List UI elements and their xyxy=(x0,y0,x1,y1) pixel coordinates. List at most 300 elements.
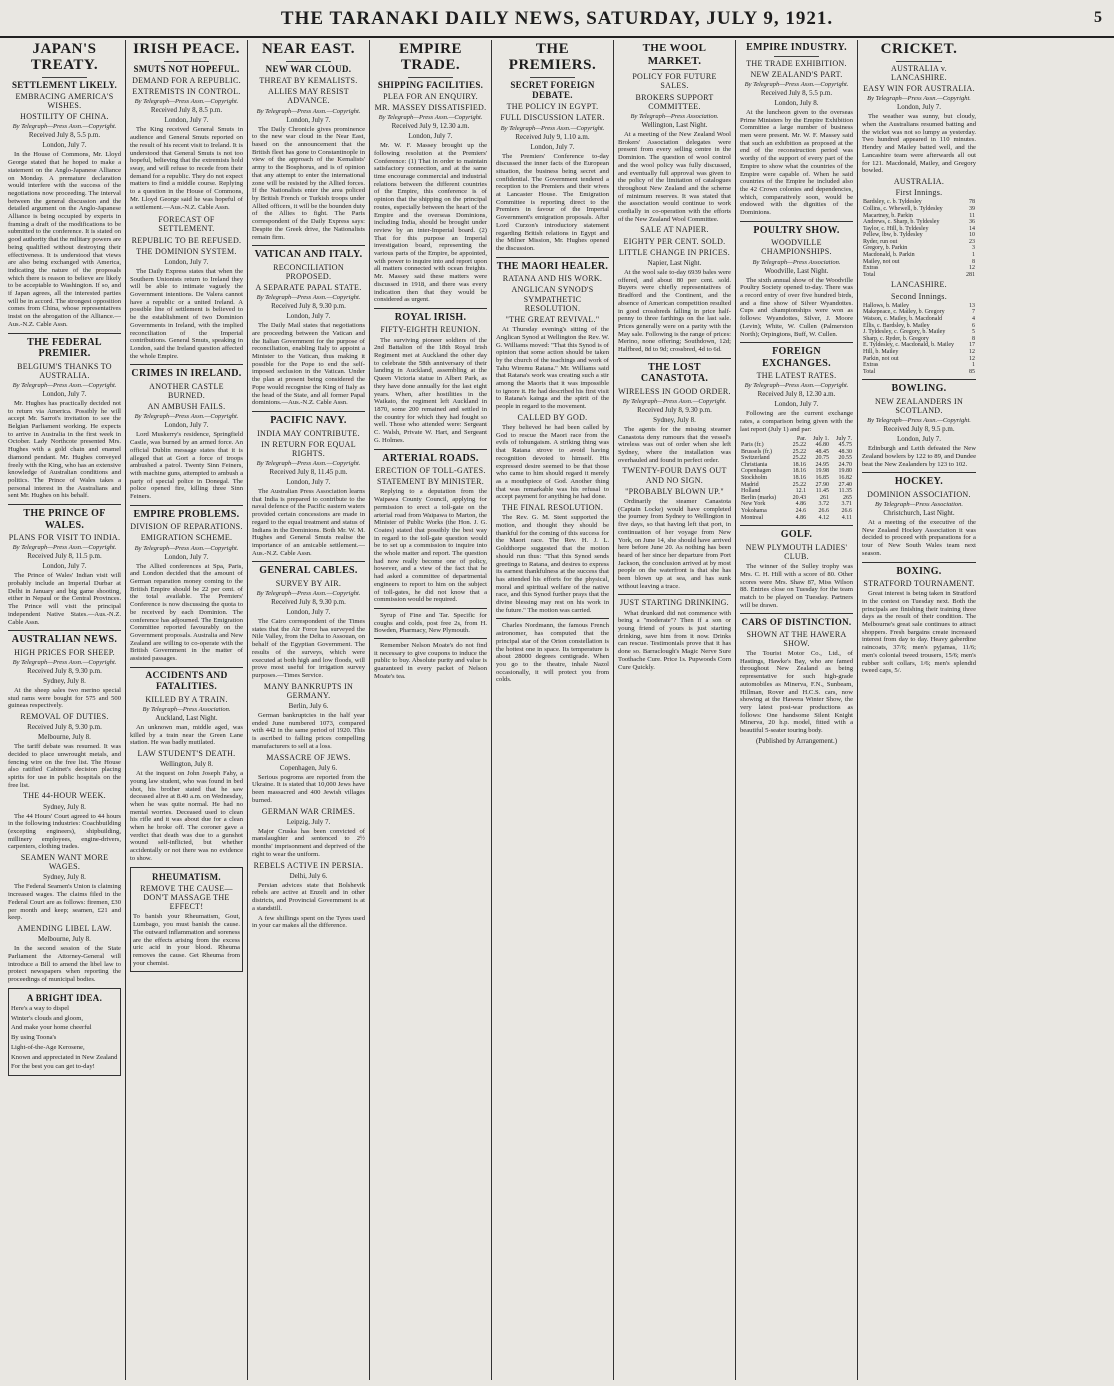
ad-line: By using Toona's xyxy=(11,1034,57,1042)
subheadline: NEW WAR CLOUD. xyxy=(265,63,352,74)
article-forecast-settlement xyxy=(130,215,243,360)
lancashire-scorecard xyxy=(862,303,976,376)
subheadline: THE DOMINION SYSTEM. xyxy=(136,246,237,256)
received-line: Received July 8, 11.45 p.m. xyxy=(269,468,348,477)
subheadline: SHOWN AT THE HAWERA SHOW. xyxy=(746,629,847,648)
dateline: Sydney, July 8. xyxy=(43,676,86,685)
table-cell: Holland xyxy=(741,488,761,495)
ad-headline: RHEUMATISM. xyxy=(152,871,221,882)
divider xyxy=(896,61,942,62)
dateline: Auckland, Last Night. xyxy=(155,713,218,722)
table-cell: J. Tyldesley, c. Gregory, b. Mailey xyxy=(863,329,946,336)
subheadline: HIGH PRICES FOR SHEEP. xyxy=(14,647,115,657)
table-cell: 18.16 xyxy=(792,461,807,468)
divider xyxy=(130,505,243,506)
table-cell: 24.70 xyxy=(838,461,852,468)
headline: EMPIRE INDUSTRY. xyxy=(746,42,847,53)
headline: GOLF. xyxy=(780,529,813,541)
table-cell: Madrid xyxy=(741,481,759,488)
subheadline: AN AMBUSH FAILS. xyxy=(147,402,226,412)
article-body: At a meeting of the New Zealand Wool Brokers' Association delegates were present from every selling centre in the Dominion. The question of wool control and the wool policy was fully discussed, and eventually full approval was given to the policy of the limitation of catalogues throughout New Zealand and the scheme of minimum reserves. It was stated that the association would continue to work cordially in co-operation with the efforts of the New Zealand Wool Committee. xyxy=(618,131,731,223)
subheadline: THE FINAL RESOLUTION. xyxy=(501,503,604,513)
article-body: The Premiers' Conference to-day discussed the inner facts of the European situation, the business being secret and confidential. The Government tendered a reception to the Premiers and their wives at Lancaster House. The Emigration Committee is reporting direct to the Premiers in favour of the Imperial Government's emigration proposals. After Lord Curzon's introductory statement regarding British relations in Egypt and the Milner Mission, Mr. Hughes opened the discussion. xyxy=(496,152,609,252)
byline: By Telegraph—Press Assn.—Copyright. xyxy=(256,294,361,302)
subheadline: JUST STARTING DRINKING. xyxy=(620,598,729,608)
table-cell: 10 xyxy=(969,232,975,239)
headline: BOXING. xyxy=(896,565,942,577)
scorecard-row xyxy=(862,369,976,376)
divider xyxy=(862,472,976,473)
table-cell: Pellew, lbw, b. Tyldesley xyxy=(863,232,923,239)
table-cell: 24.95 xyxy=(815,461,830,468)
article-body: Serious pogroms are reported from the Ukraine. It is stated that 10,000 Jews have been massacred and 400 Jewish villages burned. xyxy=(252,773,365,804)
article-body: At the inquest on John Joseph Fahy, a young law student, who was found in bed shot, his brother stated that he saw deceased alive at 8.40 a.m. on Wednesday, when he was quite normal. He had no mental worries. Deceased used to clean his rifle and it was about due for a clean when he broke off. The coroner gave a verdict that death was due to a gunshot wound self-inflicted, but whether accidentally or not there was no evidence to show. xyxy=(130,770,243,862)
byline: By Telegraph—Press Assn.—Copyright. xyxy=(867,95,971,103)
article-prince-of-wales xyxy=(8,508,121,626)
received-line: Received July 8, 9.5 p.m. xyxy=(883,425,955,434)
columns xyxy=(4,40,1110,1380)
scorecard-row xyxy=(862,303,976,310)
divider xyxy=(740,342,853,343)
article-federal-premier xyxy=(8,337,121,501)
subheadline: SEAMEN WANT MORE WAGES. xyxy=(20,853,109,872)
advertisement-text: Remember Nelson Moate's do not find it necessary to give coupons to induce the public to buy. Absolute purity and value is guaranteed in every packet of Nelson Moate's tea. xyxy=(374,642,487,680)
headline: THE FEDERAL PREMIER. xyxy=(27,336,102,360)
table-cell: 45.75 xyxy=(838,442,852,449)
article-japans-treaty xyxy=(8,42,121,329)
divider xyxy=(862,379,976,380)
subheadline: ANGLICAN SYNOD'S SYMPATHETIC RESOLUTION. xyxy=(511,285,594,313)
received-line: Received July 8, 12.30 a.m. xyxy=(757,390,836,399)
table-cell: 3.71 xyxy=(841,501,852,508)
scorecard-row xyxy=(862,206,976,213)
table-cell: 8 xyxy=(972,258,975,265)
column-header: Par. xyxy=(796,435,807,442)
subheadline: THREAT BY KEMALISTS. xyxy=(259,76,358,86)
subheadline: EMBRACING AMERICA'S WISHES. xyxy=(15,91,114,111)
article-body: Major Cruska has been convicted of manslaughter and sentenced to 2½ months' imprisonment and deprived of the right to wear the uniform. xyxy=(252,827,365,858)
byline: By Telegraph—Press Assn.—Copyright. xyxy=(12,658,117,666)
article-body: The Australian Press Association learns that India is prepared to contribute to the naval defence of the Pacific eastern waters provided certain concessions are made in regard to the equal treatment and status of Indians in the Dominions. Both Mr. W. M. Hughes and General Smuts realise the importance of an amicable settlement.—Aus.-N.Z. Cable Assn. xyxy=(252,488,365,557)
exchange-rate-row xyxy=(740,515,853,522)
subheadline: THE 44-HOUR WEEK. xyxy=(23,791,106,801)
table-cell: Total xyxy=(863,271,876,278)
byline: By Telegraph—Press Assn.—Copyright. xyxy=(744,382,849,390)
article-body: A few shillings spent on the Tyres used in your car makes all the difference. xyxy=(252,914,365,930)
received-line: Received July 8, 9.30 p.m. xyxy=(637,405,712,414)
subheadline: HOSTILITY OF CHINA. xyxy=(20,112,109,122)
subheadline: SHIPPING FACILITIES. xyxy=(377,79,484,90)
headline: CRICKET. xyxy=(880,41,958,57)
article-crimes-in-ireland xyxy=(130,368,243,500)
subheadline: IN RETURN FOR EQUAL RIGHTS. xyxy=(261,439,356,458)
table-cell: 17 xyxy=(969,342,975,349)
scorecard-row xyxy=(862,219,976,226)
article-body: Edinburgh and Leith defeated the New Zealand bowlers by 122 to 89, and Dundee beat the New Zealanders by 123 to 102. xyxy=(862,445,976,468)
received-line: Received July 9, 1.10 a.m. xyxy=(515,132,590,141)
dateline: London, July 7. xyxy=(530,142,575,151)
table-cell: Macdonald, b. Parkin xyxy=(863,252,915,259)
byline: By Telegraph—Press Assn.—Copyright. xyxy=(622,397,727,405)
subheadline: RATANA AND HIS WORK. xyxy=(502,274,603,284)
subheadline: FULL DISCUSSION LATER. xyxy=(500,113,605,123)
headline: BOWLING. xyxy=(891,383,947,395)
scorecard-row xyxy=(862,362,976,369)
subheadline: LANCASHIRE. xyxy=(891,280,947,290)
page-number: 5 xyxy=(1094,9,1102,26)
column-8 xyxy=(858,40,980,1380)
article-irish-peace xyxy=(130,42,243,211)
subheadline: EASY WIN FOR AUSTRALIA. xyxy=(863,84,975,94)
ad-line: Winter's clouds and gloom, xyxy=(11,1014,83,1022)
divider xyxy=(164,61,209,62)
subheadline: SALE AT NAPIER. xyxy=(640,225,709,235)
publication-note: (Published by Arrangement.) xyxy=(755,736,838,745)
article-body: At the sheep sales two merino special stud rams were bought for 575 and 500 guineas respectively. xyxy=(8,686,121,710)
dateline: Delhi, July 6. xyxy=(289,871,328,880)
table-cell: 4.12 xyxy=(818,514,830,521)
article-body: At a meeting of the executive of the New Zealand Hockey Association it was decided to proceed with preparations for a tour of New South Wales team next season. xyxy=(862,519,976,557)
subheadline: THE TRADE EXHIBITION. xyxy=(746,58,847,68)
scorecard-row xyxy=(862,356,976,363)
scorecard-row xyxy=(862,226,976,233)
table-cell: 265 xyxy=(843,494,852,501)
column-3 xyxy=(248,40,370,1380)
article-accidents xyxy=(130,671,243,863)
dateline: Christchurch, Last Night. xyxy=(883,509,955,518)
table-cell: 48.30 xyxy=(838,448,852,455)
article-body: The Federal Seamen's Union is claiming increased wages. The claims filed in the Federal Court are as follows: firemen, £30 per month and keep; seamen, £21 and keep. xyxy=(8,883,121,922)
table-cell: Christiania xyxy=(741,461,768,468)
article-poultry-show xyxy=(740,225,853,339)
headline: NEAR EAST. xyxy=(261,41,356,57)
advertisement-rheumatism xyxy=(130,867,243,973)
received-line: Received July 8, 9.30 p.m. xyxy=(27,666,102,675)
dateline: London, July 7. xyxy=(286,608,331,617)
article-golf xyxy=(740,529,853,609)
subheadline: THE POLICY IN EGYPT. xyxy=(506,102,599,112)
table-cell: 1 xyxy=(972,252,975,259)
scorecard-row xyxy=(862,245,976,252)
masthead xyxy=(0,0,1114,38)
headline: JAPAN'S TREATY. xyxy=(30,41,99,73)
dateline: London, July 8. xyxy=(774,98,819,107)
exchange-rate-row xyxy=(740,488,853,495)
table-cell: 12.1 xyxy=(795,488,807,495)
table-cell: 23 xyxy=(969,238,975,245)
exchange-rates-body xyxy=(740,442,853,521)
subheadline: "PROBABLY BLOWN UP." xyxy=(625,486,724,496)
table-cell: 7 xyxy=(972,309,975,316)
table-cell: 46.80 xyxy=(815,442,830,449)
table-cell: Gregory, b. Parkin xyxy=(863,245,908,252)
subheadline: EMIGRATION SCHEME. xyxy=(140,533,233,543)
divider xyxy=(618,594,731,595)
subheadline: CALLED BY GOD. xyxy=(517,412,588,422)
article-body: The surviving pioneer soldiers of the 2nd Battalion of the 18th Royal Irish Regiment met at Auckland the other day to celebrate the 58th anniversary of their landing in Auckland, assembling at the Queen Victoria statue in Albert Park, as they have done annually for the last eight years. When, after hostilities in the Waikato, the regiment left Auckland in 1870, some 200 remained and settled in the country for which they had fought so well. Those who attended were: Sergeant C. Walsh, Private W. Hart, and Sergeant G. Holmes. xyxy=(374,336,487,444)
received-line: Received July 8, 9.30 p.m. xyxy=(271,598,346,607)
article-hockey xyxy=(862,476,976,557)
table-cell: Switzerland xyxy=(741,455,770,462)
column-7 xyxy=(736,40,858,1380)
byline: By Telegraph—Press Assn.—Copyright. xyxy=(134,413,239,421)
subheadline: MANY BANKRUPTS IN GERMANY. xyxy=(263,681,354,700)
exchange-rate-row xyxy=(740,475,853,482)
divider xyxy=(42,77,87,78)
byline: By Telegraph—Press Association. xyxy=(874,501,964,509)
table-cell: 18.16 xyxy=(792,468,807,475)
dateline: London, July 7. xyxy=(164,116,209,125)
divider xyxy=(374,449,487,450)
divider xyxy=(496,618,609,619)
divider xyxy=(652,69,697,70)
article-foreign-exchanges xyxy=(740,346,853,521)
byline: By Telegraph—Press Assn.—Copyright. xyxy=(12,381,117,389)
table-cell: 24.6 xyxy=(795,508,807,515)
article-body: Charles Nordmann, the famous French astronomer, has computed that the principal star of the Orion constellation is the hottest one in space. Its temperature is about 28000 degrees centigrade. When you go to the theatre, inhale Nazol occasionally, it will protect you from colds. xyxy=(496,622,609,684)
table-cell: Sharp, c. Ryder, b. Gregory xyxy=(863,335,929,342)
exchange-rate-row xyxy=(740,449,853,456)
table-cell: Brussels (fr.) xyxy=(741,448,772,455)
article-body: German bankruptcies in the half year ended June numbered 1073, compared with 442 in the same period of 1920. This is ascribed to falling prices compelling manufacturers to sell at a loss. xyxy=(252,712,365,750)
exchange-rate-row xyxy=(740,462,853,469)
table-cell: Montreal xyxy=(741,514,763,521)
table-cell: 48.45 xyxy=(815,448,830,455)
byline: By Telegraph—Press Association. xyxy=(142,705,231,713)
subheadline: AUSTRALIA. xyxy=(893,176,945,186)
article-body: The sixth annual show of the Woodville Poultry Society opened to-day. There was a record entry of over five hundred birds, and a fine show of Silver Wyandottes. Cups and championships were won as follows: Wyandottes, Silver, J. Moore (Levin); White, W. Cullen (Palmerston North); Orpingtons, Buff, W. Cullen. xyxy=(740,276,853,338)
headline: AUSTRALIAN NEWS. xyxy=(11,634,118,646)
subheadline: NEW PLYMOUTH LADIES' CLUB. xyxy=(745,542,848,561)
subheadline: WIRELESS IN GOOD ORDER. xyxy=(618,386,731,396)
table-cell: Paris (fr.) xyxy=(741,442,764,449)
divider xyxy=(740,221,853,222)
headline: THE WOOL MARKET. xyxy=(642,42,707,67)
exchange-rate-row xyxy=(740,508,853,515)
table-cell: 26.6 xyxy=(818,508,830,515)
ad-line: And make your home cheerful xyxy=(11,1024,92,1032)
article-boxing xyxy=(862,566,976,675)
headline: FOREIGN EXCHANGES. xyxy=(762,346,831,369)
subheadline: Second Innings. xyxy=(890,291,948,301)
table-cell: Collins, c. Whewell, b. Tyldesley xyxy=(863,205,943,212)
divider xyxy=(130,667,243,668)
subheadline: RECONCILIATION PROPOSED. xyxy=(273,262,344,281)
column-4 xyxy=(370,40,492,1380)
dateline: Wellington, Last Night. xyxy=(641,121,708,130)
divider xyxy=(408,77,453,78)
table-cell: Berlin (marks) xyxy=(741,494,777,501)
table-cell: Mailey, not out xyxy=(863,258,900,265)
exchange-rate-row xyxy=(740,442,853,449)
table-cell: 8 xyxy=(972,335,975,342)
received-line: Received July 8, 9.30 p.m. xyxy=(27,723,102,732)
dateline: Sydney, July 8. xyxy=(653,415,696,424)
column-header: July 7. xyxy=(835,435,852,442)
table-cell: Macartney, b. Parkin xyxy=(863,212,913,219)
headline: EMPIRE PROBLEMS. xyxy=(133,508,240,520)
byline: By Telegraph—Press Assn.—Copyright. xyxy=(256,460,361,468)
received-line: Received July 9, 12.30 a.m. xyxy=(391,122,470,131)
article-body: Mr. Hughes has practically decided not to return via America. Possibly he will accept Mr. Sarrot's invitation to see the Belgian Parliament working. He expects to arrive in Australia in the first week in October. Lady Northcote presented Mrs. Hughes with a gold chain and enamel diamond pendant. Mr. Hughes conveyed freely with the King, who has an extensive knowledge of Australian conditions and politics. The Prince of Wales takes a personal interest in the Australians and sent Mr. Hughes on his behalf. xyxy=(8,399,121,500)
scorecard-row xyxy=(862,252,976,259)
table-cell: 20.75 xyxy=(815,455,830,462)
dateline: London, July 7. xyxy=(774,400,819,409)
subheadline: MASSACRE OF JEWS. xyxy=(266,752,351,762)
article-empire-trade xyxy=(374,42,487,304)
article-body: In the House of Commons, Mr. Lloyd George stated that he hoped to make a statement on the Anglo-Japanese Alliance on Monday. A premature declaration would interfere with the success of the negotiations now proceeding. The interval between the general discussion and the detailed argument on the Anglo-Japanese Alliance is being occupied by experts in framing a draft of the modifications to be submitted to the conference. It is stated on good authority that the military powers are being qualified without destroying their effectiveness. It is understood that views are also being exchanged with America, indicating the nature of the proposals which there is reason to believe are likely to be acceptable to Washington. If so, and if Japan agrees, all the interested parties will be in accord. The strongest opposition comes from China, whose representatives insist on the abrogation of the Alliance.—Aus.-N.Z. Cable Assn. xyxy=(8,151,121,328)
advertisement-text: Syrup of Fine and Tar. Specific for coughs and colds, post free 2s, from H. Bowden, Pharmacy, New Plymouth. xyxy=(374,611,487,635)
divider xyxy=(618,358,731,359)
subheadline: INDIA MAY CONTRIBUTE. xyxy=(257,428,360,438)
ad-subheadline: REMOVE THE CAUSE—DON'T MASSAGE THE EFFECT! xyxy=(140,883,233,912)
advertisement-bright-idea xyxy=(8,988,121,1076)
headline: THE LOST CANASTOTA. xyxy=(640,361,709,385)
table-cell: 14 xyxy=(969,225,975,232)
headline: HOCKEY. xyxy=(894,476,944,488)
table-cell: Stockholm xyxy=(741,475,768,482)
table-cell: 12 xyxy=(969,355,975,362)
table-cell: 19.80 xyxy=(838,468,852,475)
article-body: The Tourist Motor Co., Ltd., of Hastings, Hawke's Bay, who are famed throughout New Zealand as being representative for such high-grade automobiles as Minerva, F.N., Sunbeam, Hillman, Rover and H.C.S. cars, now showing at the Hawera Winter Show, the very latest post-war productions as follows: One handsome Silent Knight Minerva, 20 h.p. model, fitted with a beautiful 5-seater touring body. xyxy=(740,650,853,735)
headline: PACIFIC NAVY. xyxy=(270,415,347,426)
table-cell: Watson, c. Mailey, b. Macdonald xyxy=(863,316,943,322)
subheadline: REMOVAL OF DUTIES. xyxy=(20,712,109,721)
divider xyxy=(374,638,487,639)
exchange-rates-table xyxy=(740,436,853,522)
byline: By Telegraph—Press Assn.—Copyright. xyxy=(134,98,239,106)
table-cell: Parkin, not out xyxy=(863,355,899,362)
table-cell: 4.11 xyxy=(841,514,852,521)
article-vatican-italy xyxy=(252,249,365,407)
article-body: Great interest is being taken in Stratford in the contest on Tuesday next. Both the principals are finishing their training three days as the result of their condition. The Melbourne's great sale continues to attract shoppers. Fresh bargains create increased interest from day to day. Heavy gaberdine raincoats, 37/6; men's pyjamas, 11/6; men's colonial tweed trousers, 15/6; men's rubber soft collars, 1/6; men's splendid tweed caps, 5/. xyxy=(862,590,976,675)
ad-body: To banish your Rheumatism, Gout, Lumbago, you must banish the cause. The outward inflammation and soreness are the effects arising from the excess uric acid in your blood. Rheuma removes the cause. Get Rheuma from your chemist. xyxy=(133,913,240,967)
subheadline: BELGIUM'S THANKS TO AUSTRALIA. xyxy=(17,361,112,380)
scorecard-row xyxy=(862,342,976,349)
headline: ARTERIAL ROADS. xyxy=(382,452,479,464)
article-body: At Thursday evening's sitting of the Anglican Synod at Wellington the Rev. W. G. Williams moved: "That this Synod is of opinion that some action should be taken by the church of the teachings and work of Tahu Wiremu Ratana." Mr. Williams said that Ratana's work was creating such a stir among the Maoris that it was impossible to ignore it. He had described his first visit to Ratana's kainga and the spirit of the people in regard to the movement. xyxy=(496,326,609,411)
column-6 xyxy=(614,40,736,1380)
subheadline: SURVEY BY AIR. xyxy=(275,578,342,588)
table-cell: 19.98 xyxy=(815,468,830,475)
dateline: Melbourne, July 8. xyxy=(38,733,91,742)
article-body: In the second session of the State Parliament the Attorney-General will introduce a Bill to amend the libel law to protect newspapers when reporting the proceedings of municipal bodies. xyxy=(8,945,121,983)
byline: By Telegraph—Press Assn.—Copyright. xyxy=(867,417,971,425)
subheadline: EXTREMISTS IN CONTROL. xyxy=(132,87,241,97)
subheadline: ANOTHER CASTLE BURNED. xyxy=(149,381,224,401)
scorecard-row xyxy=(862,272,976,279)
subheadline: KILLED BY A TRAIN. xyxy=(145,694,228,704)
column-header: July 1. xyxy=(813,435,830,442)
table-cell: Bardsley, c. b. Tyldesley xyxy=(863,199,922,206)
headline: THE PRINCE OF WALES. xyxy=(23,508,106,531)
table-cell: Ryder, run out xyxy=(863,238,898,245)
article-body: The Cairo correspondent of the Times states that the Air Force has surveyed the Nile Valley, from the Delta to Assouan, on behalf of the Egyptian Government. The results of the surveys, which were executed at both high and low floods, will prove most useful for irrigation survey purposes.—Times Service. xyxy=(252,618,365,679)
table-cell: Taylor, c. Hill, b. Tyldesley xyxy=(863,225,929,232)
subheadline: BROKERS SUPPORT COMMITTEE. xyxy=(635,92,714,111)
divider xyxy=(862,562,976,563)
table-cell: 6 xyxy=(972,322,975,329)
scorecard-row xyxy=(862,349,976,356)
headline: CRIMES IN IRELAND. xyxy=(131,368,242,380)
article-body: At the luncheon given to the overseas Prime Ministers by the Empire Exhibition Committee a large number of business men were present. Mr. W. F. Massey said that such an exhibition as proposed at the end of the reconstruction period was worthy of the support of every part of the Empire to show what the countries of the Empire were capable of. When he said countries of the Empire he included also the 42 Crown colonies and dependencies, which, comparatively soon, would be endowed with the dignities of the Dominions. xyxy=(740,108,853,217)
subheadline: MR. MASSEY DISSATISFIED. xyxy=(374,103,487,113)
article-cricket xyxy=(862,42,976,375)
article-body: The Daily Chronicle gives prominence to the new war cloud in the Near East, based on the announcement that the British fleet has gone to Constantinople in view of the approach of the Kemalists' army to the Bosphorus, and is of opinion that any attempt to enter the international zone will be resisted by the Allied forces. If the Nationalists enter the area policed by British French or Turkish troops under Allied officers, it will be the bounden duty of the Allies to fight. The Paris correspondent of the Daily Express says: Despite the Greek drive, the Nationalists remain firm. xyxy=(252,125,365,241)
subheadline: LAW STUDENT'S DEATH. xyxy=(137,748,236,758)
table-cell: 78 xyxy=(969,199,975,206)
subheadline: NEW ZEALANDERS IN SCOTLAND. xyxy=(874,396,964,416)
table-cell: 25.22 xyxy=(792,448,807,455)
subheadline: FORECAST OF SETTLEMENT. xyxy=(158,215,215,234)
table-cell: Andrews, c. Sharp, b. Tyldesley xyxy=(863,219,940,226)
byline: By Telegraph—Press Assn.—Copyright. xyxy=(12,123,117,131)
dateline: London, July 7. xyxy=(164,421,209,430)
table-cell: 26.6 xyxy=(841,508,852,515)
subheadline: NEW ZEALAND'S PART. xyxy=(750,69,843,79)
headline: THE PREMIERS. xyxy=(508,41,597,73)
table-cell: Yokohama xyxy=(741,508,767,515)
scorecard-row xyxy=(862,232,976,239)
dateline: Berlin, July 6. xyxy=(288,702,329,711)
table-cell: 39 xyxy=(969,205,975,212)
exchange-rate-row xyxy=(740,482,853,489)
dateline: Melbourne, July 8. xyxy=(38,935,91,944)
table-cell: 3 xyxy=(972,245,975,252)
subheadline: EIGHTY PER CENT. SOLD. xyxy=(623,236,726,246)
dateline: London, July 7. xyxy=(42,562,87,571)
divider xyxy=(252,245,365,246)
advertisement-drinking xyxy=(618,598,731,671)
table-cell: 4.86 xyxy=(795,514,807,521)
table-cell: 25.22 xyxy=(792,442,807,449)
divider xyxy=(496,257,609,258)
table-cell: 25.22 xyxy=(792,481,807,488)
byline: By Telegraph—Press Assn.—Copyright. xyxy=(378,114,483,122)
dateline: London, July 7. xyxy=(286,312,331,321)
australia-scorecard xyxy=(862,199,976,278)
subheadline: SMUTS NOT HOPEFUL. xyxy=(133,63,240,74)
subheadline: TWENTY-FOUR DAYS OUT AND NO SIGN. xyxy=(622,466,727,485)
exchange-rate-row xyxy=(740,501,853,508)
headline: CARS OF DISTINCTION. xyxy=(741,617,852,628)
divider xyxy=(774,56,819,57)
article-body: The weather was sunny, but cloudy, when the Australians resumed batting and the wicket was not so lumpy as yesterday. Two hundred appeared in 110 minutes. Hendry and Mailey batted well, and the Lancashire team were afterwards all out for 121. Macdonald, Mailey, and Gregory bowled. xyxy=(862,113,976,175)
scorecard-row xyxy=(862,265,976,272)
headline: ACCIDENTS AND FATALITIES. xyxy=(145,670,228,692)
dateline: London, July 7. xyxy=(42,389,87,398)
article-body: An unknown man, middle aged, was killed by a train near the Green Lane station. He was badly mutilated. xyxy=(130,723,243,747)
dateline: Sydney, July 8. xyxy=(43,873,86,882)
subheadline: DOMINION ASSOCIATION. xyxy=(867,489,971,499)
table-cell: E. Tyldesley, c. Macdonald, b. Mailey xyxy=(863,342,955,349)
table-cell: 4 xyxy=(972,316,975,322)
article-body: The agents for the missing steamer Canastota deny rumours that the vessel's wireless was out of order when she left Sydney, where the installation was overhauled and found in perfect order. xyxy=(618,425,731,464)
scorecard-row xyxy=(862,259,976,266)
article-general-cables xyxy=(252,565,365,930)
byline: By Telegraph—Press Association. xyxy=(752,258,841,266)
article-body: The winner of the Sulley trophy was Mrs. C. H. Hill with a score of 80. Other scores were Mrs. Shaw 87, Miss Wilson 88. Entries close on Tuesday for the team match to be played on Tuesday. Partners will be drawn. xyxy=(740,563,853,609)
subheadline: STATEMENT BY MINISTER. xyxy=(376,477,485,487)
subheadline: LITTLE CHANGE IN PRICES. xyxy=(618,247,731,257)
subheadline: ERECTION OF TOLL-GATES. xyxy=(375,466,486,476)
dateline: Leipzig, July 7. xyxy=(286,817,331,826)
table-cell: 11 xyxy=(969,212,975,219)
table-cell: Extras xyxy=(863,265,879,272)
article-lost-canastota xyxy=(618,362,731,591)
dateline: London, July 7. xyxy=(286,478,331,487)
divider xyxy=(8,333,121,334)
